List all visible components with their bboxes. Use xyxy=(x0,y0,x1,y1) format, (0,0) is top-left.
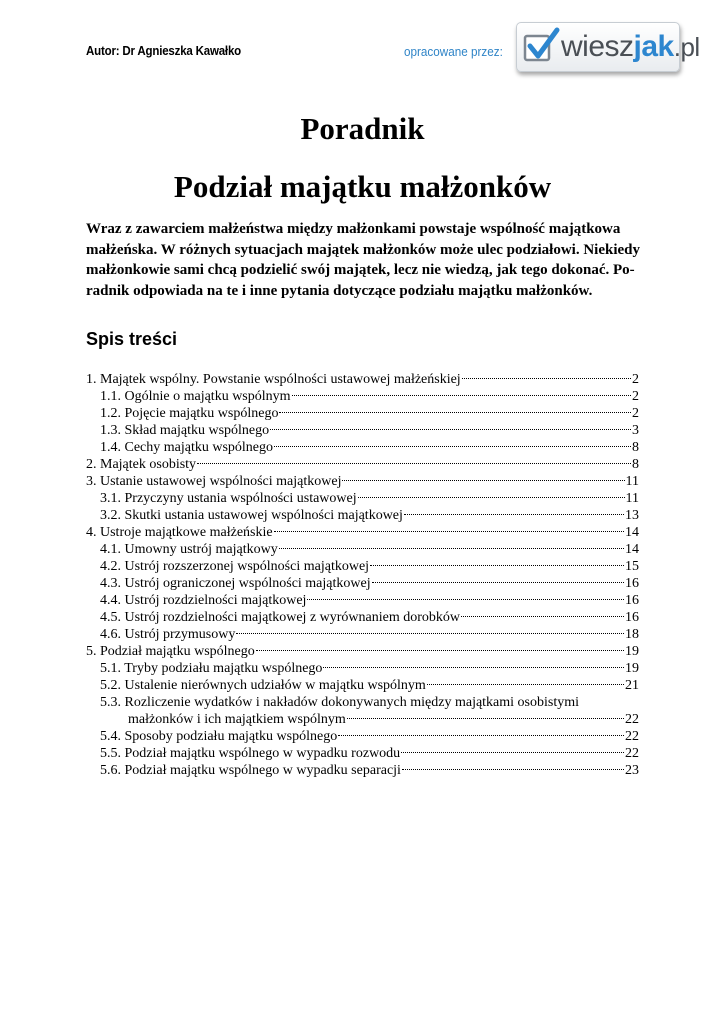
toc-entry[interactable]: 4.6. Ustrój przymusowy 18 xyxy=(100,627,639,642)
toc-entry-label-line1: 5.3. Rozliczenie wydatków i nakładów dokonywanych między majątkami osobistymi xyxy=(100,695,580,710)
wieszjak-logo xyxy=(516,22,700,72)
toc-entry[interactable]: 5. Podział majątku wspólnego 19 xyxy=(86,644,639,659)
toc-entry[interactable]: 1.1. Ogólnie o majątku wspólnym 2 xyxy=(100,389,639,404)
toc-entry[interactable] xyxy=(86,694,639,728)
toc-entry-label-line2: małżonków i ich majątkiem wspólnym xyxy=(128,712,346,727)
toc-entry[interactable]: 3. Ustanie ustawowej wspólności majątkowej 11 xyxy=(86,474,639,489)
toc-entry[interactable]: 3.2. Skutki ustania ustawowej wspólności majątkowej 13 xyxy=(100,508,639,523)
toc-entry[interactable]: 3.1. Przyczyny ustania wspólności ustawowej 11 xyxy=(100,491,639,506)
intro-line: radnik odpowiada na te i inne pytania dotyczące podziału majątku małżonków. xyxy=(86,282,593,299)
toc-entry[interactable]: 1.3. Skład majątku wspólnego 3 xyxy=(100,423,639,438)
toc-entry[interactable]: 4.5. Ustrój rozdzielności majątkowej z wyrównaniem dorobków 16 xyxy=(100,610,639,625)
intro-line: małżonkowie sami chcą podzielić swój majątek, lecz nie wiedzą, jak tego dokonać. Po- xyxy=(86,262,635,278)
page-header xyxy=(0,0,725,80)
logo-wordmark: wieszjak.pl xyxy=(561,30,700,63)
intro-paragraph xyxy=(86,219,640,301)
intro-line: Wraz z zawarciem małżeństwa między małżonkami powstaje wspólność majątkowa xyxy=(86,221,621,237)
document-subtitle: Podział majątku małżonków xyxy=(173,169,552,204)
table-of-contents xyxy=(86,371,639,779)
toc-entry[interactable]: 5.5. Podział majątku wspólnego w wypadku rozwodu 22 xyxy=(100,746,639,761)
toc-entry[interactable]: 2. Majątek osobisty 8 xyxy=(86,457,639,472)
toc-entry[interactable]: 4.2. Ustrój rozszerzonej wspólności majątkowej 15 xyxy=(100,559,639,574)
toc-heading: Spis treści xyxy=(86,329,178,349)
toc-entry[interactable]: 4.3. Ustrój ograniczonej wspólności majątkowej 16 xyxy=(100,576,639,591)
prepared-by-label: opracowane przez: xyxy=(404,44,503,59)
intro-line: małżeńska. W różnych sytuacjach majątek małżonków może ulec podziałowi. Niekiedy xyxy=(86,241,640,258)
toc-entry[interactable]: 4. Ustroje majątkowe małżeńskie 14 xyxy=(86,525,639,540)
toc-entry[interactable]: 5.4. Sposoby podziału majątku wspólnego 22 xyxy=(100,729,639,744)
author-line: Autor: Dr Agnieszka Kawałko xyxy=(86,44,242,58)
toc-entry[interactable]: 1.4. Cechy majątku wspólnego 8 xyxy=(100,440,639,455)
toc-entry[interactable]: 5.1. Tryby podziału majątku wspólnego 19 xyxy=(100,661,639,676)
document-title: Poradnik xyxy=(300,111,425,146)
toc-entry[interactable]: 1. Majątek wspólny. Powstanie wspólności ustawowej małżeńskiej 2 xyxy=(86,372,639,387)
toc-entry[interactable]: 4.4. Ustrój rozdzielności majątkowej 16 xyxy=(100,593,639,608)
toc-page-number: 22 xyxy=(625,712,639,727)
toc-entry[interactable]: 5.2. Ustalenie nierównych udziałów w majątku wspólnym 21 xyxy=(100,678,639,693)
toc-entry[interactable]: 1.2. Pojęcie majątku wspólnego 2 xyxy=(100,406,639,421)
toc-entry[interactable]: 5.6. Podział majątku wspólnego w wypadku separacji 23 xyxy=(100,763,639,778)
checkmark-icon xyxy=(521,26,561,66)
toc-entry[interactable]: 4.1. Umowny ustrój majątkowy 14 xyxy=(100,542,639,557)
